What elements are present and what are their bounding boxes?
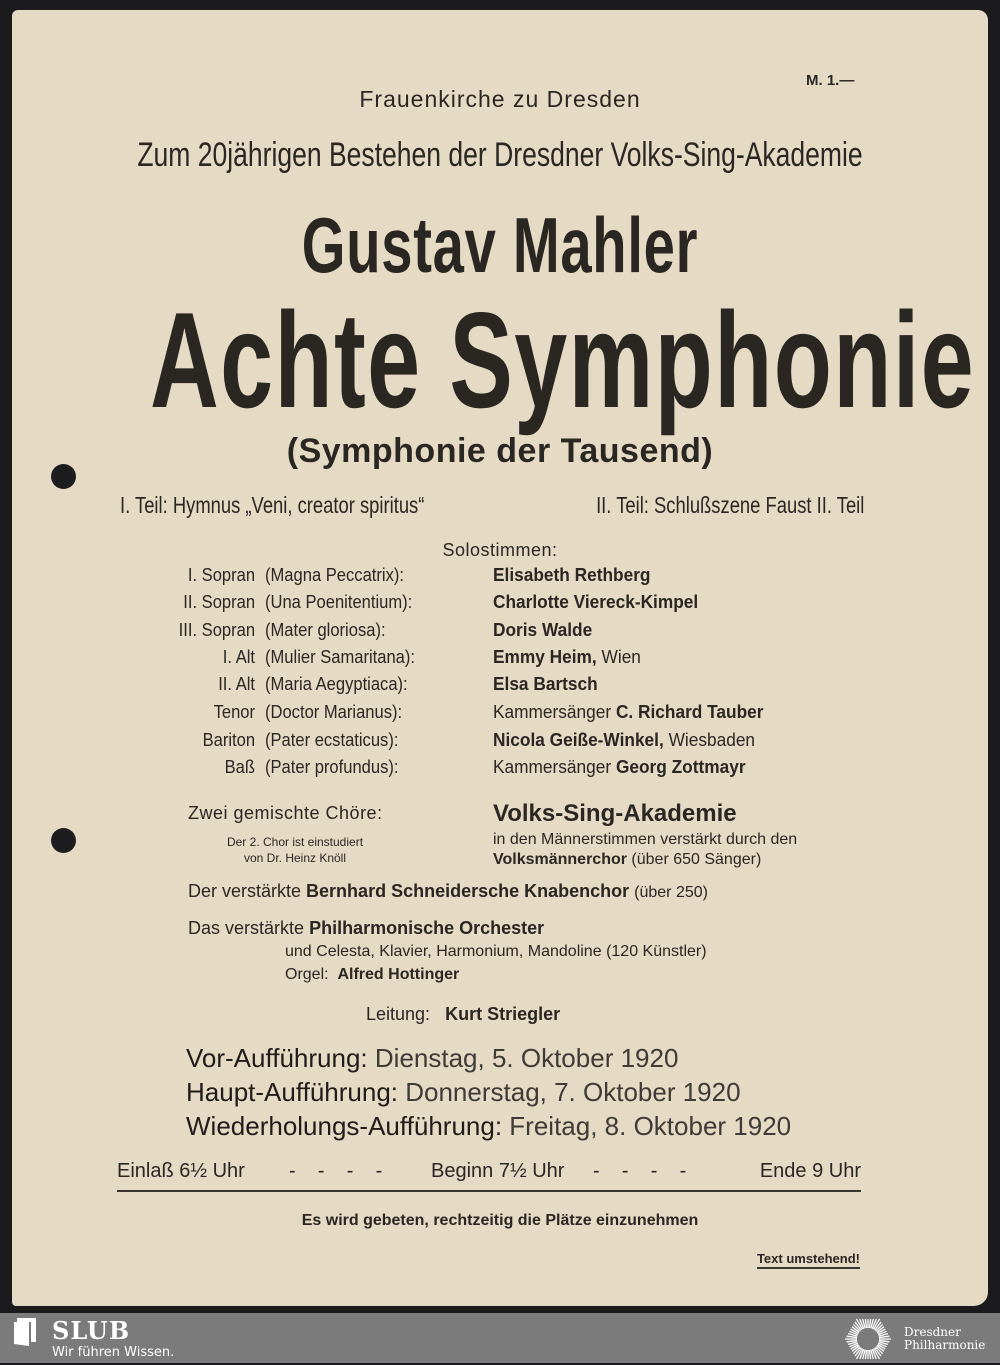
orchestra-count: (120 Künstler): [606, 943, 707, 960]
voice-type: II. Sopran: [183, 592, 255, 612]
choirs-label: Zwei gemischte Chöre:: [188, 803, 383, 823]
singer-name: C. Richard Tauber: [615, 702, 764, 722]
boys-choir-name: Bernhard Schneidersche Knabenchor: [306, 881, 630, 901]
boys-choir-prefix: Der verstärkte: [188, 881, 302, 901]
organist-name: Alfred Hottinger: [337, 966, 460, 983]
conductor-name: Kurt Striegler: [445, 1004, 561, 1024]
singer-count: (über 650 Sänger): [631, 851, 762, 868]
singer-title: Kammersänger: [493, 757, 612, 777]
start-time: Beginn 7½ Uhr: [431, 1160, 565, 1182]
voice-type: II. Alt: [218, 674, 255, 694]
singer-title: Kammersänger: [493, 702, 612, 722]
logo-ray: [879, 1340, 889, 1341]
role: (Maria Aegyptiaca):: [265, 674, 408, 694]
voice-type: I. Sopran: [187, 565, 255, 585]
dash-separator: - - - -: [289, 1160, 383, 1182]
soloist-row: [0, 757, 1000, 784]
singer: [493, 592, 698, 613]
slub-logo-icon: [14, 1316, 40, 1346]
soloist-row: [0, 730, 1000, 757]
role: (Una Poenitentium):: [265, 592, 413, 612]
soloist-row: [0, 565, 1000, 592]
singer-name: Elsa Bartsch: [493, 674, 598, 694]
soloists-heading: Solostimmen:: [442, 540, 558, 560]
partner-name-line: Philharmonie: [904, 1338, 986, 1352]
logo-ray: [869, 1319, 870, 1328]
boys-choir-count: (über 250): [634, 884, 708, 901]
soloist-row: [0, 620, 1000, 647]
punch-hole: [51, 828, 76, 853]
orchestra-name: Philharmonische Orchester: [309, 918, 545, 938]
singer: [493, 757, 746, 778]
performance: [186, 1077, 741, 1108]
voice-type: III. Sopran: [178, 620, 255, 640]
logo-ray: [865, 1350, 866, 1359]
occasion: Zum 20jährigen Bestehen der Dresdner Volks-Sing-Akademie: [137, 136, 863, 174]
singer: [493, 674, 598, 695]
orchestra-instruments: und Celesta, Klavier, Harmonium, Mandoline: [285, 943, 602, 960]
choir-note-line: von Dr. Heinz Knöll: [243, 851, 347, 865]
logo-ray: [865, 1319, 866, 1328]
role: (Mulier Samaritana):: [265, 647, 416, 667]
composer-title: Gustav Mahler: [301, 201, 699, 289]
role: (Pater profundus):: [265, 757, 399, 777]
performance-label: Vor-Aufführung:: [186, 1043, 368, 1073]
role: (Magna Peccatrix):: [265, 565, 404, 585]
voice-type: Bariton: [202, 730, 255, 750]
voice-type: I. Alt: [222, 647, 255, 667]
mens-choir: Volksmännerchor: [493, 851, 627, 868]
singer-city: Wiesbaden: [668, 730, 756, 750]
voice-type: Baß: [224, 757, 255, 777]
dash-separator: - - - -: [593, 1160, 687, 1182]
singer-city: Wien: [601, 647, 641, 667]
slub-name: SLUB: [52, 1316, 131, 1345]
choir-note-line: Der 2. Chor ist einstudiert: [226, 835, 364, 849]
entry-time: Einlaß 6½ Uhr: [117, 1160, 245, 1182]
price: M. 1.—: [806, 72, 855, 89]
role: (Doctor Marianus):: [265, 702, 403, 722]
soloist-row: [0, 702, 1000, 729]
singer: [493, 647, 641, 668]
orchestra: [188, 918, 544, 939]
footer-bar: [0, 1313, 1000, 1363]
performance-date: Donnerstag, 7. Oktober 1920: [405, 1077, 741, 1107]
main-choir: Volks-Sing-Akademie: [493, 800, 737, 827]
soloist-row: [0, 647, 1000, 674]
performance-date: Dienstag, 5. Oktober 1920: [374, 1043, 679, 1073]
partner-name-line: Dresdner: [904, 1325, 961, 1339]
orchestra-instruments-line: [285, 943, 707, 961]
singer-name: Charlotte Viereck-Kimpel: [493, 592, 699, 612]
performance: [186, 1043, 678, 1074]
part-one: I. Teil: Hymnus „Veni, creator spiritus“: [120, 492, 425, 518]
slub-tagline: Wir führen Wissen.: [52, 1345, 175, 1360]
orchestra-prefix: Das verstärkte: [188, 918, 305, 938]
singer-name: Georg Zottmayr: [615, 757, 746, 777]
work-nickname: (Symphonie der Tausend): [286, 432, 714, 470]
soloist-row: [0, 592, 1000, 619]
venue: Frauenkirche zu Dresden: [359, 86, 641, 112]
conductor-label: Leitung:: [366, 1004, 431, 1024]
choir-reinforcement-line: [493, 851, 761, 869]
voice-type: Tenor: [213, 702, 255, 722]
singer: [493, 730, 755, 751]
singer: [493, 565, 650, 586]
performance-label: Haupt-Aufführung:: [186, 1077, 398, 1107]
singer-name: Emmy Heim,: [493, 647, 597, 667]
logo-ray: [847, 1340, 857, 1341]
divider-rule: [117, 1190, 861, 1192]
performance-date: Freitag, 8. Oktober 1920: [509, 1111, 792, 1141]
singer-name: Doris Walde: [493, 620, 593, 640]
singer: [493, 620, 592, 641]
performance: [186, 1111, 791, 1142]
performance-label: Wiederholungs-Aufführung:: [186, 1111, 503, 1141]
logo-ray: [869, 1350, 870, 1359]
soloist-row: [0, 674, 1000, 701]
logo-ray: [847, 1336, 857, 1337]
reverse-note: Text umstehend!: [757, 1251, 860, 1269]
conductor: [366, 1004, 560, 1025]
work-title: Achte Symphonie: [150, 284, 976, 436]
part-two: II. Teil: Schlußszene Faust II. Teil: [595, 492, 864, 518]
singer: [493, 702, 763, 723]
dresdner-philharmonie-logo-icon: [842, 1313, 894, 1365]
role: (Mater gloriosa):: [265, 620, 386, 640]
singer-name: Elisabeth Rethberg: [493, 565, 651, 585]
logo-ray: [879, 1336, 889, 1337]
singer-name: Nicola Geiße-Winkel,: [493, 730, 664, 750]
boys-choir: [188, 881, 708, 902]
end-time: Ende 9 Uhr: [759, 1160, 861, 1182]
organist: [285, 966, 459, 984]
organ-label: Orgel:: [285, 966, 329, 983]
request-notice: Es wird gebeten, rechtzeitig die Plätze einzunehmen: [301, 1212, 699, 1229]
choir-reinforcement: in den Männerstimmen verstärkt durch den: [493, 831, 798, 848]
partner-name: [904, 1326, 985, 1352]
role: (Pater ecstaticus):: [265, 730, 399, 750]
